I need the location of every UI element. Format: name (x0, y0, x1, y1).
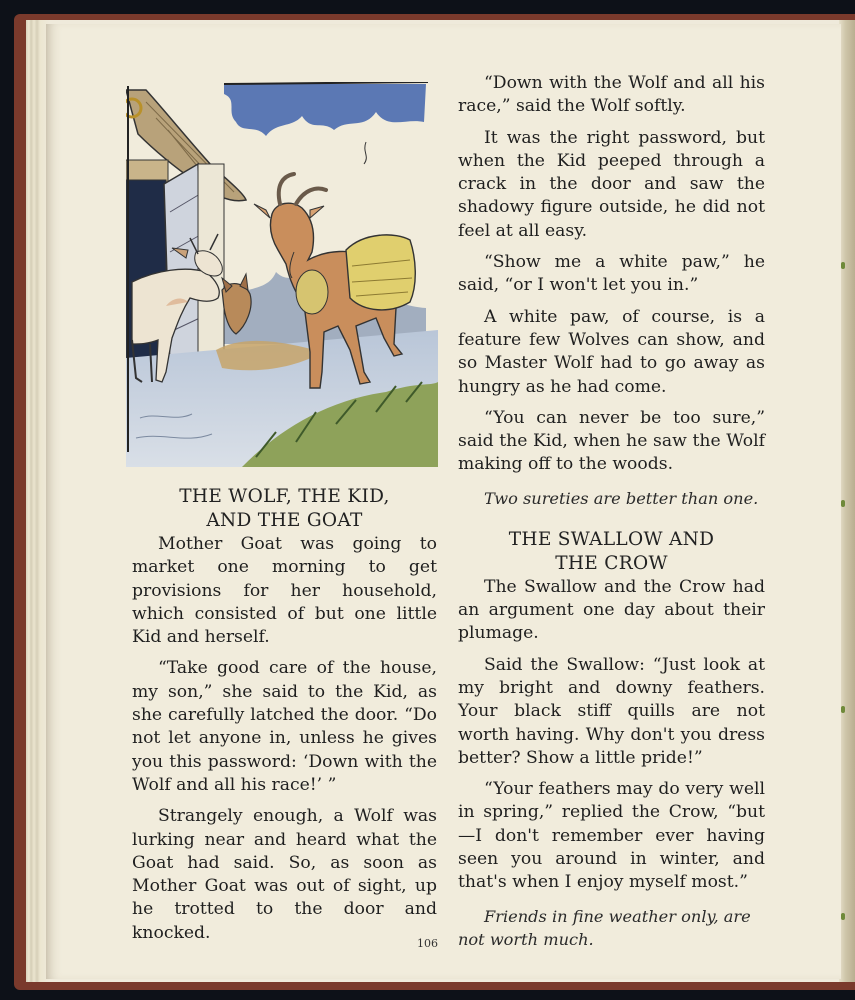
binding-stitch (841, 262, 845, 269)
story-continued-column (458, 72, 765, 951)
story-moral: Two sureties are better than one. (484, 488, 759, 508)
story-title-line: THE WOLF, THE KID, (179, 486, 390, 507)
story-title (458, 528, 765, 576)
wolf-kid-goat-illustration (126, 82, 438, 467)
story-one-column (132, 485, 437, 945)
story-moral: Friends in fine weather only, are not worth much. (458, 906, 751, 949)
page-edge-right (839, 20, 855, 982)
story-title-line: THE SWALLOW AND (508, 528, 715, 550)
basket-left (296, 270, 328, 314)
binding-stitch (841, 913, 845, 920)
story-paragraph: “Take good care of the house, my son,” she said to the Kid, as she carefully latched the door. “Do not let anyone in, unless he gives you this password: ‘Down with the Wolf and all his race!’ ” (132, 658, 437, 795)
binding-stitch (841, 706, 845, 713)
story-title-line: AND THE GOAT (206, 510, 363, 531)
story-paragraph: “Your feathers may do very well in spring,” replied the Crow, “but—I don't remember ever having seen you around in winter, and that's when I enjoy myself most.” (458, 779, 765, 893)
story-paragraph: “Down with the Wolf and all his race,” said the Wolf softly. (458, 73, 765, 117)
page-number: 106 (417, 937, 438, 950)
story-paragraph: It was the right password, but when the Kid peeped through a crack in the door and saw the shadowy figure outside, he did not feel at all easy. (458, 127, 765, 241)
story-title (132, 485, 437, 533)
story-paragraph: The Swallow and the Crow had an argument one day about their plumage. (458, 576, 765, 644)
story-title-line: THE CROW (555, 552, 668, 574)
story-paragraph: A white paw, of course, is a feature few Wolves can show, and so Master Wolf had to go away as hungry as he had come. (458, 306, 765, 397)
story-paragraph: Mother Goat was going to market one morning to get provisions for her household, which consisted of but one little Kid and herself. (132, 534, 437, 648)
story-paragraph: “Show me a white paw,” he said, “or I won't let you in.” (458, 252, 765, 296)
binding-stitch (841, 500, 845, 507)
basket-right (346, 235, 415, 310)
story-paragraph: Strangely enough, a Wolf was lurking near and heard what the Goat had said. So, as soon as Mother Goat was out of sight, up he trotted to the door and knocked. (132, 806, 437, 943)
story-paragraph: Said the Swallow: “Just look at my bright and downy feathers. Your black stiff quills are not worth having. Why don't you dress better? Show a little pride!” (458, 654, 765, 768)
story-paragraph: “You can never be too sure,” said the Kid, when he saw the Wolf making off to the woods. (458, 407, 765, 475)
